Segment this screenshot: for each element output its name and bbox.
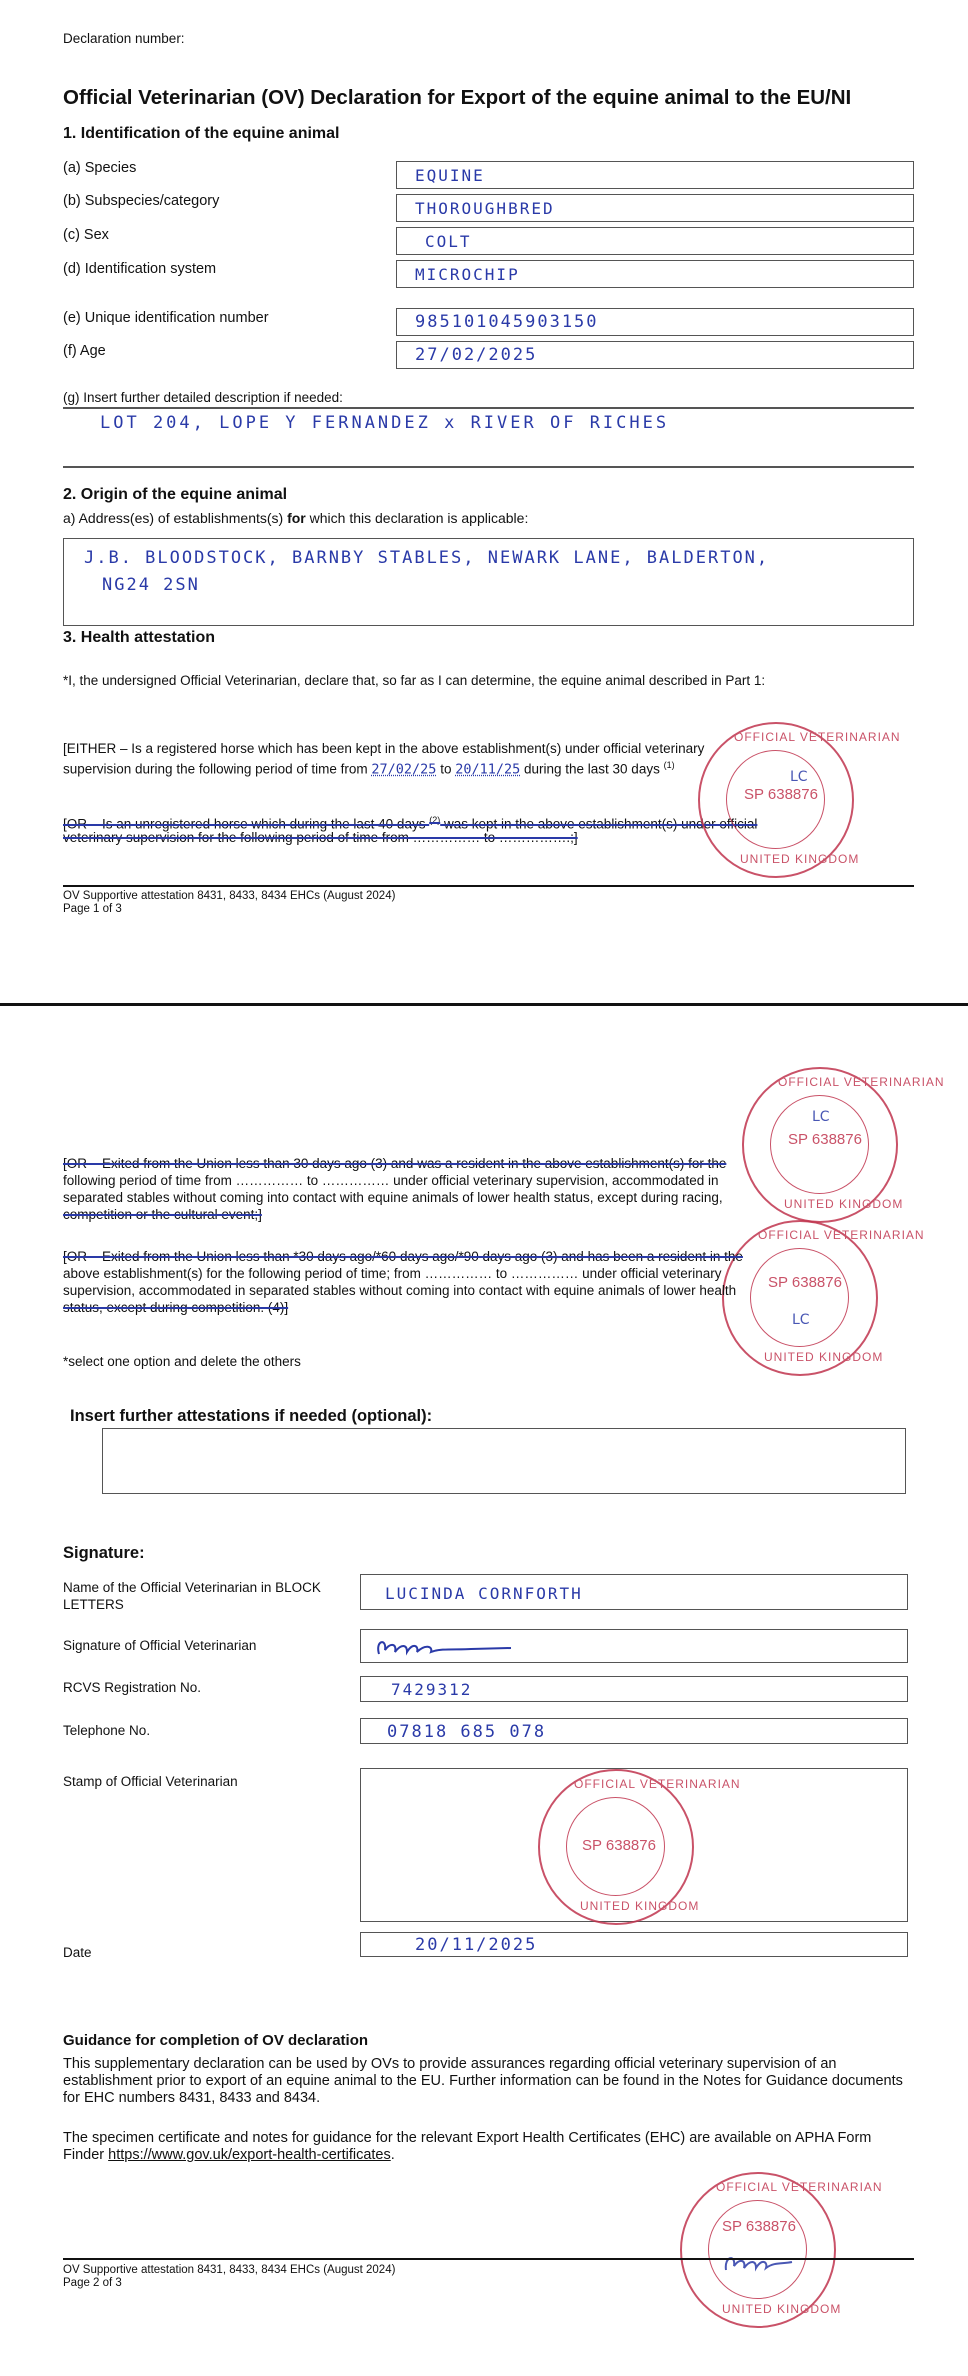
unique-id-label: (e) Unique identification number <box>63 310 269 326</box>
attestation-text: *I, the undersigned Official Veterinarian, declare that, so far as I can determine, the equine animal described in Part 1: <box>63 673 766 688</box>
address-field[interactable] <box>63 538 914 626</box>
either-to-date: 20/11/25 <box>455 761 521 778</box>
telephone-label: Telephone No. <box>63 1723 151 1738</box>
or-exited-multi-line-2: above establishment(s) for the following period of time; from …………… to …………… under official veterinary <box>63 1266 722 1281</box>
description-value[interactable]: LOT 204, LOPE Y FERNANDEZ x RIVER OF RICHES <box>100 413 670 433</box>
export-health-certificates-link[interactable]: https://www.gov.uk/export-health-certificates <box>108 2147 391 2163</box>
either-option-line-1: [EITHER – Is a registered horse which has been kept in the above establishment(s) under official veterinary <box>63 741 705 756</box>
guidance-paragraph-1: This supplementary declaration can be used by OVs to provide assurances regarding official veterinary supervision of an establishment prior to export of an equine animal to the EU. Further information can be found in the Notes for Guidance documents for EHC numbers 8431, 8433 and 8434. <box>63 2056 903 2106</box>
ov-name-field[interactable] <box>360 1574 908 1610</box>
age-field[interactable] <box>396 341 914 369</box>
either-option-line-2: supervision during the following period of time from 27/02/25 to 20/11/25 during the last 30 days $^{(1)}$ <box>63 760 675 778</box>
either-from-date: 27/02/25 <box>371 761 437 778</box>
date-value: 20/11/2025 <box>415 1935 538 1955</box>
page-title: Official Veterinarian (OV) Declaration for Export of the equine animal to the EU/NI <box>63 86 852 109</box>
stamp-signature <box>722 2250 802 2280</box>
footer-attestation-1: OV Supportive attestation 8431, 8433, 8434 EHCs (August 2024) <box>63 890 396 902</box>
section-1-heading: 1. Identification of the equine animal <box>63 125 340 142</box>
section-3-heading: 3. Health attestation <box>63 629 216 646</box>
species-label: (a) Species <box>63 160 137 176</box>
or-exited-30-line-4: competition or the cultural event;] <box>63 1207 262 1222</box>
telephone-value: 07818 685 078 <box>387 1722 547 1742</box>
footer-rule-2 <box>63 2258 914 2260</box>
or-unregistered-line-2: veterinary supervision for the following period of time from …………… to …………….;] <box>63 830 578 845</box>
description-label: (g) Insert further detailed description if needed: <box>63 390 343 405</box>
rcvs-field[interactable] <box>360 1676 908 1702</box>
further-attestations-heading: Insert further attestations if needed (optional): <box>70 1407 433 1425</box>
subspecies-value: THOROUGHBRED <box>415 199 555 218</box>
or-unregistered-line-1: [OR – Is an unregistered horse which during the last 40 days $^{(2)}$ was kept in the above establishment(s) under official <box>63 815 758 832</box>
footer-rule-1 <box>63 885 914 887</box>
sex-value: COLT <box>425 232 472 251</box>
unique-id-field[interactable] <box>396 308 914 336</box>
unique-id-value: 985101045903150 <box>415 312 599 332</box>
ov-name-label: Name of the Official Veterinarian in BLOCK LETTERS <box>63 1580 321 1612</box>
signature-heading: Signature: <box>63 1544 145 1562</box>
or-exited-multi-line-4: status, except during competition. (4)] <box>63 1300 289 1315</box>
rcvs-value: 7429312 <box>391 1680 473 1699</box>
date-field[interactable] <box>360 1932 908 1957</box>
guidance-heading: Guidance for completion of OV declaration <box>63 2032 369 2049</box>
ov-signature-label: Signature of Official Veterinarian <box>63 1638 257 1653</box>
official-stamp-1: OFFICIAL VETERINARIAN SP 638876 UNITED KINGDOM LC <box>698 722 854 878</box>
stamp-field[interactable] <box>360 1768 908 1922</box>
official-stamp-3: OFFICIAL VETERINARIAN SP 638876 UNITED KINGDOM LC <box>722 1220 878 1376</box>
subspecies-field[interactable] <box>396 194 914 222</box>
section-2-subheading: a) Address(es) of establishments(s) for which this declaration is applicable: <box>63 510 529 526</box>
official-stamp-5: OFFICIAL VETERINARIAN SP 638876 UNITED KINGDOM <box>680 2172 836 2328</box>
or-exited-30-line-2: following period of time from …………… to …………… under official veterinary supervision, accommodated in <box>63 1173 719 1188</box>
declaration-number-label: Declaration number: <box>63 31 185 46</box>
species-value: EQUINE <box>415 166 485 185</box>
footer-page-2: Page 2 of 3 <box>63 2277 122 2289</box>
id-system-label: (d) Identification system <box>63 261 217 277</box>
handwritten-signature <box>361 1630 909 1664</box>
or-exited-multi-line-1: [OR – Exited from the Union less than *30 days ago/*60 days ago/*90 days ago (3) and has been a resident in the <box>63 1249 743 1264</box>
address-line-1: J.B. BLOODSTOCK, BARNBY STABLES, NEWARK LANE, BALDERTON, <box>84 548 770 568</box>
guidance-paragraph-2: The specimen certificate and notes for guidance for the relevant Export Health Certificates (EHC) are available on APHA Form Finder https://www.gov.uk/export-health-certificates. <box>63 2130 872 2163</box>
stamp-label: Stamp of Official Veterinarian <box>63 1774 238 1789</box>
telephone-field[interactable] <box>360 1718 908 1744</box>
or-exited-multi-line-3: supervision, accommodated in separated stables without coming into contact with equine animals of lower health <box>63 1283 737 1298</box>
ov-name-value: LUCINDA CORNFORTH <box>385 1584 583 1603</box>
date-label: Date <box>63 1945 92 1960</box>
rcvs-label: RCVS Registration No. <box>63 1680 202 1695</box>
or-exited-30-line-1: [OR – Exited from the Union less than 30 days ago (3) and was a resident in the above establishment(s) for the <box>63 1156 727 1171</box>
official-stamp-4: OFFICIAL VETERINARIAN SP 638876 UNITED KINGDOM <box>538 1769 694 1925</box>
sex-label: (c) Sex <box>63 227 109 243</box>
select-note: *select one option and delete the others <box>63 1354 301 1369</box>
id-system-value: MICROCHIP <box>415 265 520 284</box>
footer-attestation-2: OV Supportive attestation 8431, 8433, 8434 EHCs (August 2024) <box>63 2264 396 2276</box>
id-system-field[interactable] <box>396 260 914 288</box>
address-line-2: NG24 2SN <box>102 575 200 595</box>
official-stamp-2: OFFICIAL VETERINARIAN SP 638876 UNITED KINGDOM LC <box>742 1067 898 1223</box>
age-label: (f) Age <box>63 343 106 359</box>
subspecies-label: (b) Subspecies/category <box>63 193 220 209</box>
description-top-line <box>63 407 914 409</box>
footer-page-1: Page 1 of 3 <box>63 903 122 915</box>
description-bottom-line <box>63 466 914 468</box>
species-field[interactable] <box>396 161 914 189</box>
page-separator <box>0 1003 968 1006</box>
further-attestations-field[interactable] <box>102 1428 906 1494</box>
section-2-heading: 2. Origin of the equine animal <box>63 486 288 503</box>
age-value: 27/02/2025 <box>415 345 538 365</box>
or-exited-30-line-3: separated stables without coming into contact with equine animals of lower health status, except during racing, <box>63 1190 723 1205</box>
sex-field[interactable] <box>396 227 914 255</box>
ov-signature-field[interactable] <box>360 1629 908 1663</box>
